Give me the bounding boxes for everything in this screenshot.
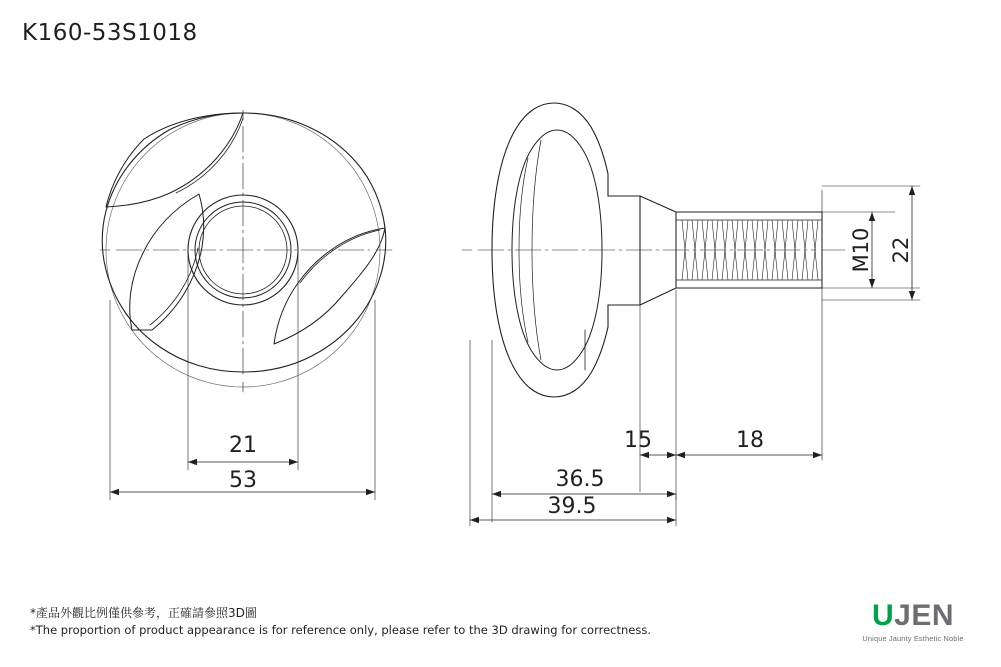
dim-bore-diameter: 21 bbox=[229, 433, 257, 458]
dim-knob-diameter: 53 bbox=[229, 468, 257, 493]
front-view bbox=[100, 110, 392, 392]
logo-wordmark bbox=[847, 601, 979, 631]
logo-tagline: Unique Jaunty Esthetic Noble bbox=[862, 634, 964, 643]
footnote-chinese: *產品外觀比例僅供參考，正確請參照3D圖 bbox=[30, 605, 257, 620]
footnotes bbox=[30, 605, 651, 639]
dim-thread-diameter-overall: 22 bbox=[889, 236, 913, 264]
side-view bbox=[462, 103, 845, 397]
logo-u: U bbox=[871, 599, 895, 632]
dim-body-length: 36.5 bbox=[555, 467, 605, 492]
page-title: K160-53S1018 bbox=[22, 20, 198, 46]
dim-shoulder-length: 15 bbox=[624, 428, 652, 453]
dim-thread-spec: M10 bbox=[849, 227, 873, 273]
dim-thread-length: 18 bbox=[736, 428, 764, 453]
dim-overall-length: 39.5 bbox=[547, 494, 597, 519]
footnote-english: *The proportion of product appearance is for reference only, please refer to the 3D drawing for correctness. bbox=[30, 623, 651, 638]
front-extension-lines bbox=[110, 250, 375, 500]
logo-jen: JEN bbox=[894, 599, 955, 632]
brand-logo bbox=[847, 601, 979, 643]
